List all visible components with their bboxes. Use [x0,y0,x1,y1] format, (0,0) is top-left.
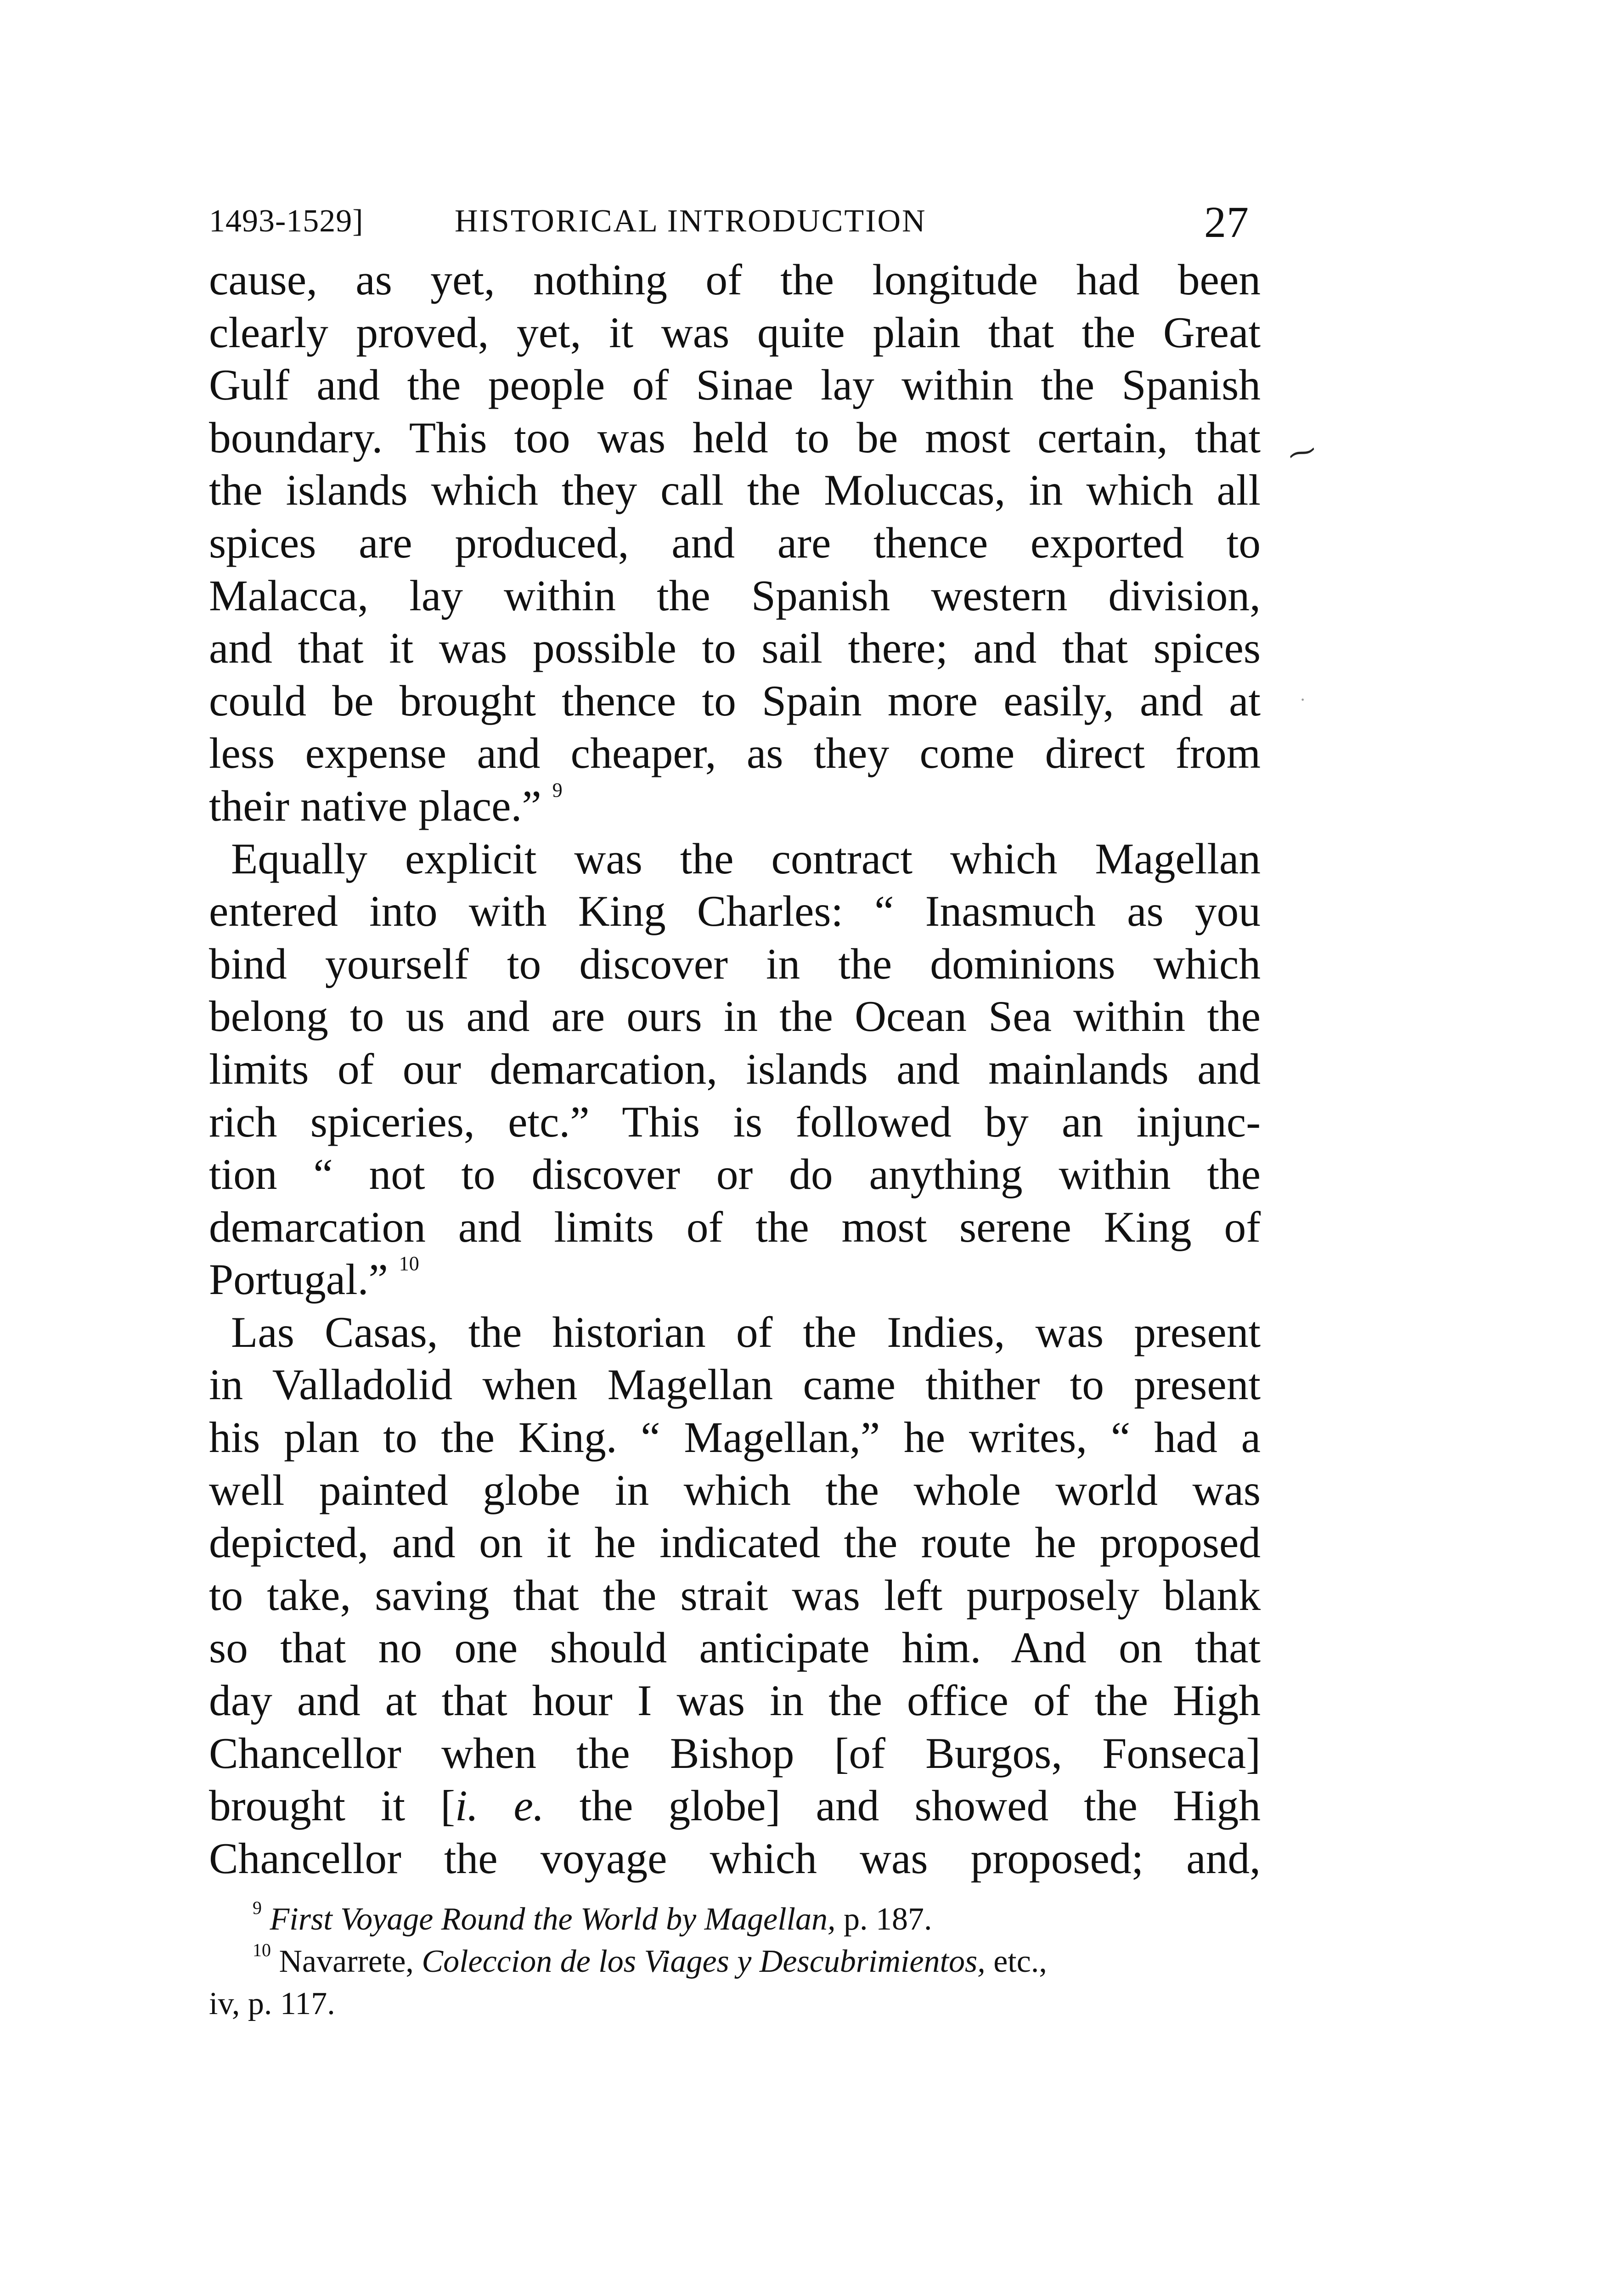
text-line: entered into with King Charles: “ Inasmuch as you [209,887,1261,936]
footnote-10 [209,1941,1261,1983]
text-line: the islands which they call the Moluccas, in which all [209,466,1261,515]
text-line-content: their native place.” [209,781,541,830]
text-line: and that it was possible to sail there; and that spices [209,624,1261,673]
running-head-title: HISTORICAL INTRODUCTION [455,203,927,239]
text-line: well painted globe in which the whole world was [209,1465,1261,1514]
text-line [209,1779,1261,1832]
text-line: demarcation and limits of the most serene King of [209,1202,1261,1251]
text-line: clearly proved, yet, it was quite plain that the Great [209,308,1261,357]
text-line: limits of our demarcation, islands and mainlands and [209,1044,1261,1093]
page-number: 27 [1204,197,1249,247]
footnote-10-continuation: iv, p. 117. [209,1986,335,2022]
running-head-dates: 1493-1529] [209,203,364,239]
italic-abbrev: i. e. [455,1781,544,1830]
text-line-content: brought it [ [209,1781,456,1830]
footnote-text: etc., [985,1944,1047,1980]
text-line: day and at that hour I was in the office of the High [209,1676,1261,1725]
text-line: depicted, and on it he indicated the route he proposed [209,1518,1261,1567]
footnote-9 [209,1898,1261,1941]
body-text [209,253,1261,1885]
footnote-title: Coleccion de los Viages y Descubrimientos, [422,1944,986,1980]
text-line: boundary. This too was held to be most certain, that [209,413,1261,462]
footnote-marker: 9 [253,1897,262,1919]
running-head [209,193,1261,248]
text-line: spices are produced, and are thence exported to [209,518,1261,567]
text-line: bind yourself to discover in the dominions which [209,939,1261,988]
footnote-text: p. 187. [835,1902,932,1937]
text-line-content: the globe] and showed the High [544,1781,1261,1830]
footnote-marker: 10 [253,1940,271,1961]
text-line-content: Portugal.” [209,1255,388,1304]
margin-pencil-mark: ⁓ [1284,434,1319,471]
text-line: belong to us and are ours in the Ocean Sea within the [209,992,1261,1041]
text-line: Las Casas, the historian of the Indies, was present [231,1307,1261,1356]
text-line: Malacca, lay within the Spanish western division, [209,571,1261,620]
text-line: so that no one should anticipate him. And on that [209,1623,1261,1672]
footnote-ref-9[interactable]: 9 [552,778,563,801]
text-line: tion “ not to discover or do anything within the [209,1150,1261,1199]
text-line: cause, as yet, nothing of the longitude had been [209,255,1261,304]
margin-dot: · [1300,689,1306,710]
text-line: his plan to the King. “ Magellan,” he writes, “ had a [209,1413,1261,1462]
footnotes [209,1898,1261,2025]
text-line: Gulf and the people of Sinae lay within the Spanish [209,360,1261,410]
footnote-title: First Voyage Round the World by Magellan, [270,1902,836,1937]
footnote-ref-10[interactable]: 10 [399,1252,419,1275]
text-line [209,780,1261,833]
text-line: Equally explicit was the contract which Magellan [231,834,1261,883]
text-line: Chancellor the voyage which was proposed; and, [209,1834,1261,1883]
text-line: in Valladolid when Magellan came thither to present [209,1360,1261,1409]
text-line: rich spiceries, etc.” This is followed by an injunc- [209,1097,1261,1146]
text-line: less expense and cheaper, as they come direct from [209,729,1261,778]
text-line [209,1253,1261,1306]
text-line: Chancellor when the Bishop [of Burgos, Fonseca] [209,1728,1261,1778]
book-page [209,193,1261,2025]
text-line: could be brought thence to Spain more easily, and at [209,676,1261,725]
text-line: to take, saving that the strait was left purposely blank [209,1570,1261,1620]
footnote-author: Navarrete, [279,1944,422,1980]
